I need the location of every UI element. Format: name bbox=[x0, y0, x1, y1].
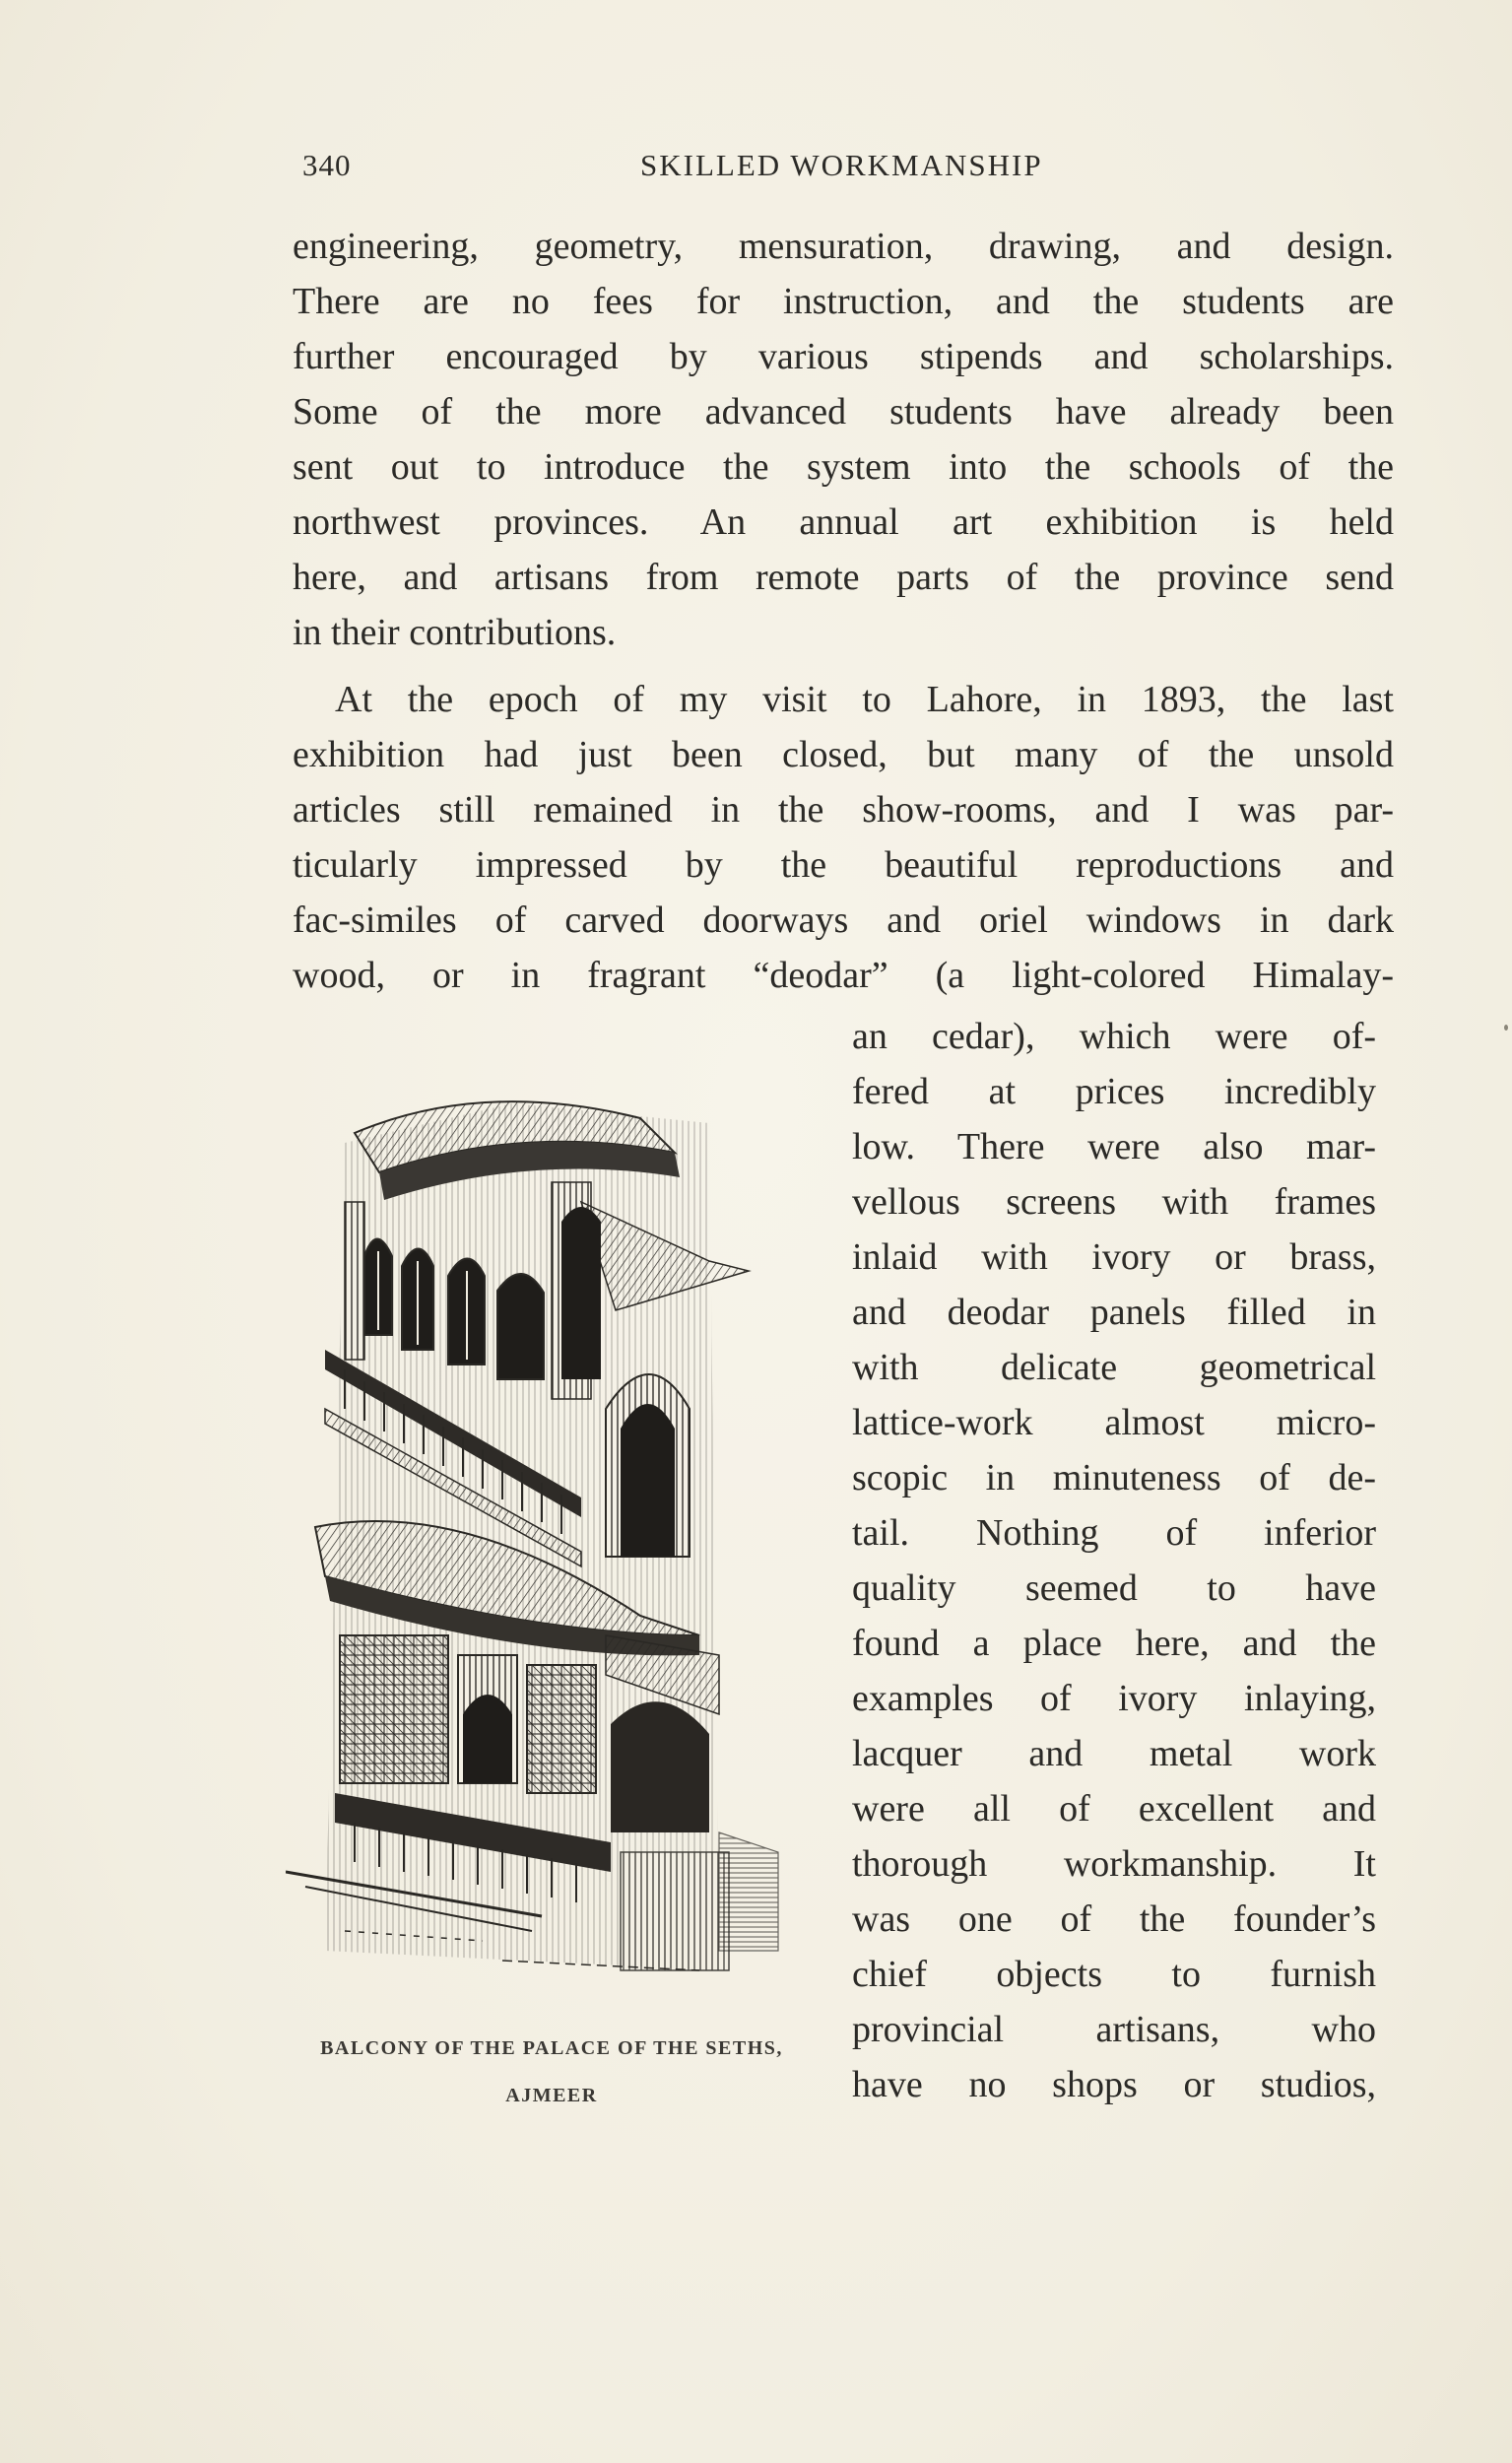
text-line: sent out to introduce the system into the schools of the bbox=[293, 446, 1394, 488]
text-line: was one of the founder’s bbox=[852, 1898, 1376, 1940]
paper-speck bbox=[1504, 1025, 1508, 1031]
text-line: in their contributions. bbox=[293, 612, 617, 653]
text-line: tail. Nothing of inferior bbox=[852, 1512, 1376, 1554]
text-line: There are no fees for instruction, and the students are bbox=[293, 281, 1394, 322]
text-line: engineering, geometry, mensuration, drawing, and design. bbox=[293, 226, 1394, 267]
text-line: found a place here, and the bbox=[852, 1623, 1376, 1664]
text-line: and deodar panels filled in bbox=[852, 1292, 1376, 1333]
figure-caption bbox=[266, 2025, 837, 2119]
text-line: At the epoch of my visit to Lahore, in 1893, the last bbox=[335, 679, 1394, 720]
page-number: 340 bbox=[302, 148, 352, 182]
balcony-engraving bbox=[286, 1084, 818, 2000]
text-line: articles still remained in the show-rooms, and I was par- bbox=[293, 789, 1394, 831]
text-line: with delicate geometrical bbox=[852, 1347, 1376, 1388]
text-line: further encouraged by various stipends and scholarships. bbox=[293, 336, 1394, 377]
text-line: inlaid with ivory or brass, bbox=[852, 1236, 1376, 1278]
text-line: thorough workmanship. It bbox=[852, 1843, 1376, 1885]
caption-line: AJMEER bbox=[505, 2085, 598, 2106]
text-line: wood, or in fragrant “deodar” (a light-colored Himalay- bbox=[293, 955, 1394, 996]
text-line: fac-similes of carved doorways and oriel windows in dark bbox=[293, 899, 1394, 941]
text-line: lattice-work almost micro- bbox=[852, 1402, 1376, 1443]
text-line: Some of the more advanced students have already been bbox=[293, 391, 1394, 433]
text-line: quality seemed to have bbox=[852, 1567, 1376, 1609]
text-line: have no shops or studios, bbox=[852, 2064, 1376, 2105]
text-line: here, and artisans from remote parts of the province send bbox=[293, 557, 1394, 598]
text-line: ticularly impressed by the beautiful reproductions and bbox=[293, 844, 1394, 886]
text-line: lacquer and metal work bbox=[852, 1733, 1376, 1774]
text-line: scopic in minuteness of de- bbox=[852, 1457, 1376, 1498]
text-line: an cedar), which were of- bbox=[852, 1016, 1376, 1057]
balcony-illustration bbox=[286, 1084, 818, 2000]
text-line: examples of ivory inlaying, bbox=[852, 1678, 1376, 1719]
text-line: exhibition had just been closed, but many of the unsold bbox=[293, 734, 1394, 775]
text-line: northwest provinces. An annual art exhibition is held bbox=[293, 501, 1394, 543]
text-line: fered at prices incredibly bbox=[852, 1071, 1376, 1112]
caption-line: BALCONY OF THE PALACE OF THE SETHS, bbox=[320, 2037, 783, 2059]
text-line: were all of excellent and bbox=[852, 1788, 1376, 1830]
text-line: vellous screens with frames bbox=[852, 1181, 1376, 1223]
running-title: SKILLED WORKMANSHIP bbox=[640, 148, 1043, 182]
running-head bbox=[291, 148, 1389, 197]
text-line: provincial artisans, who bbox=[852, 2009, 1376, 2050]
text-line: chief objects to furnish bbox=[852, 1954, 1376, 1995]
text-line: low. There were also mar- bbox=[852, 1126, 1376, 1167]
